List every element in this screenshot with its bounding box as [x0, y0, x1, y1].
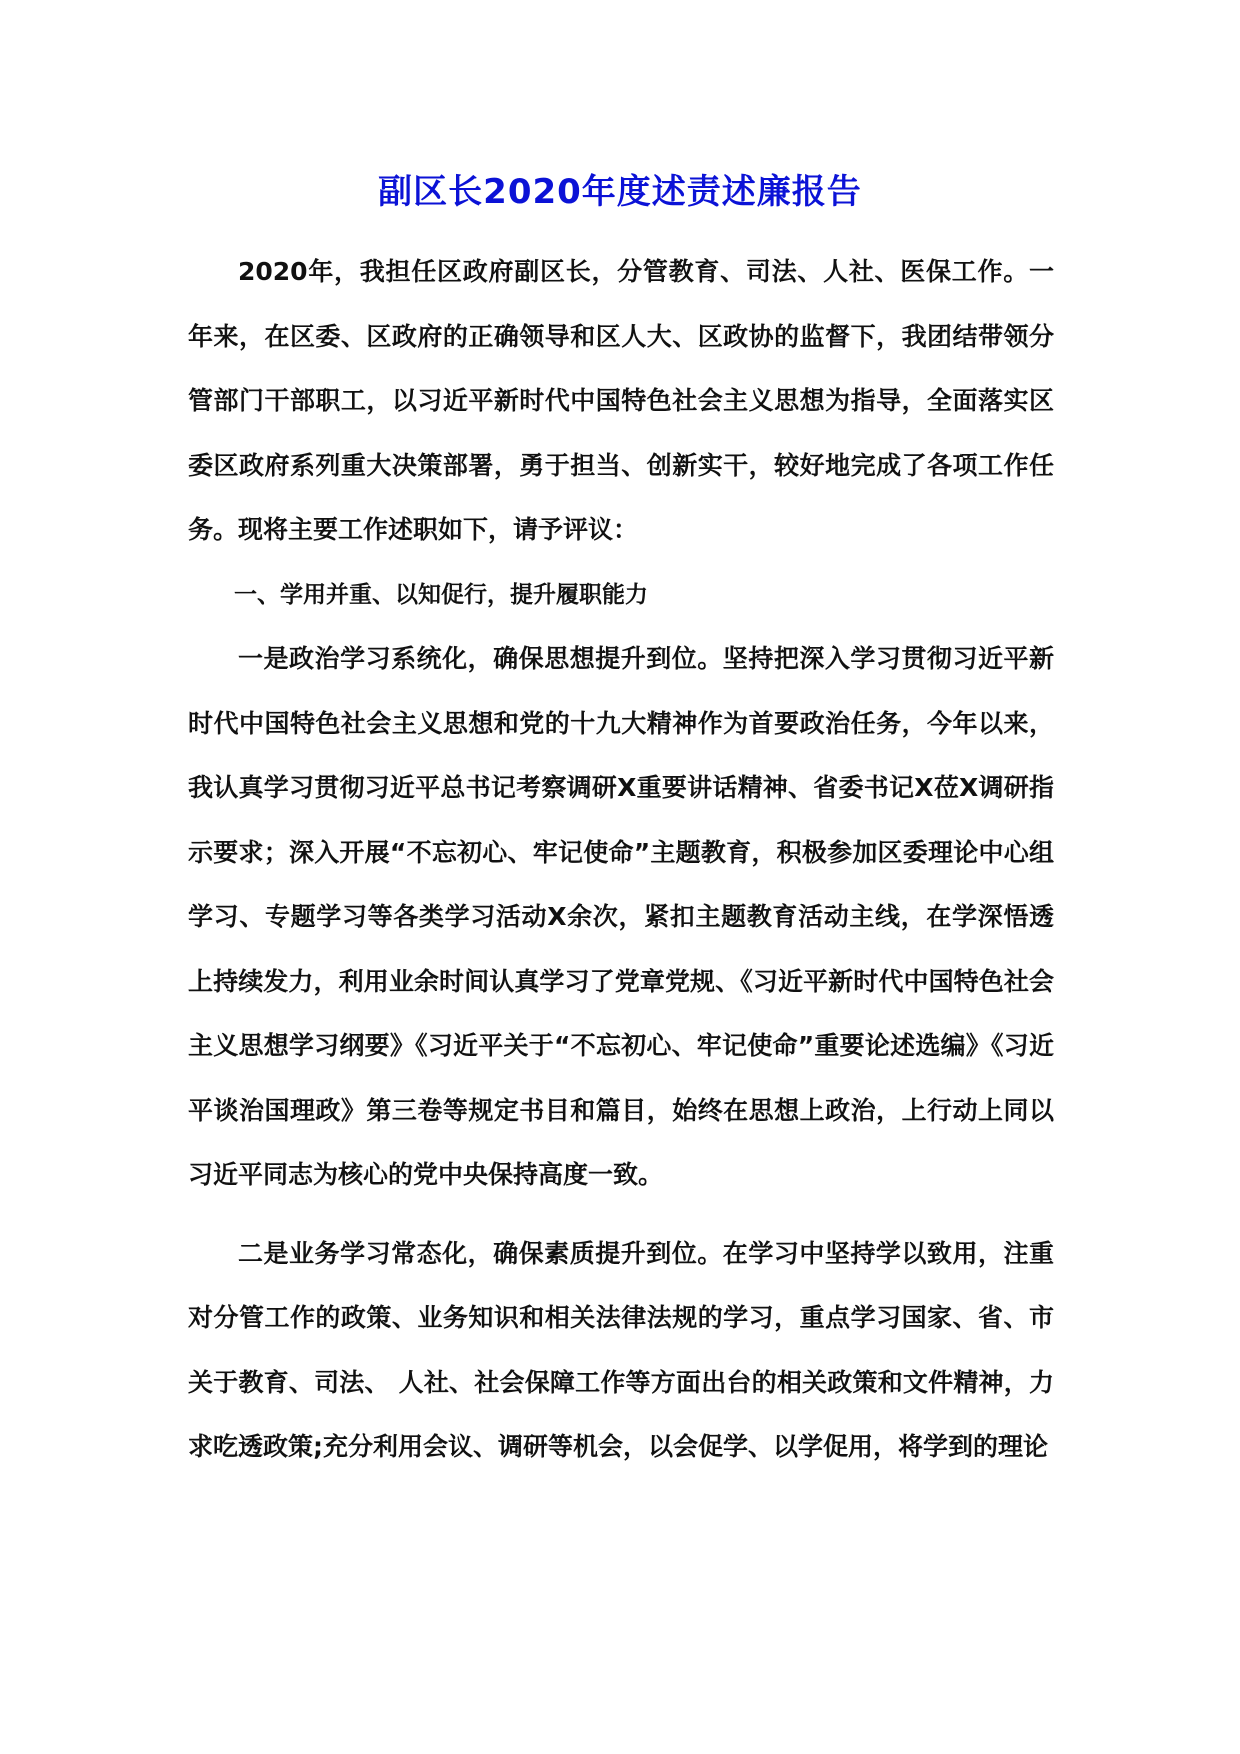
section-heading-1: 一、学用并重、以知促行，提升履职能力: [234, 581, 648, 608]
paragraph-business-study: 二是业务学习常态化，确保素质提升到位。在学习中坚持学以致用，注重对分管工作的政策、业务知识和相关法律法规的学习，重点学习国家、省、市关于教育、司法、 人社、社会保障工作等方面出台的相关政策和文件精神，力求吃透政策;充分利用会议、调研等机会，以会促学、以学促用，将学到的理论: [188, 1238, 1054, 1461]
document-title: 副区长2020年度述责述廉报告: [378, 172, 862, 212]
paragraph-intro: 2020年，我担任区政府副区长，分管教育、司法、人社、医保工作。一年来，在区委、区政府的正确领导和区人大、区政协的监督下，我团结带领分管部门干部职工，以习近平新时代中国特色社会主义思想为指导，全面落实区委区政府系列重大决策部署，勇于担当、创新实干，较好地完成了各项工作任务。现将主要工作述职如下，请予评议：: [188, 257, 1054, 544]
document-body: [188, 240, 1054, 1480]
paragraph-political-study: 一是政治学习系统化，确保思想提升到位。坚持把深入学习贯彻习近平新时代中国特色社会主义思想和党的十九大精神作为首要政治任务，今年以来，我认真学习贯彻习近平总书记考察调研X重要讲话精神、省委书记X莅X调研指示要求；深入开展“不忘初心、牢记使命”主题教育，积极参加区委理论中心组学习、专题学习等各类学习活动X余次，紧扣主题教育活动主线，在学深悟透上持续发力，利用业余时间认真学习了党章党规、《习近平新时代中国特色社会主义思想学习纲要》《习近平关于“不忘初心、牢记使命”重要论述选编》《习近平谈治国理政》第三卷等规定书目和篇目，始终在思想上政治，上行动上同以习近平同志为核心的党中央保持高度一致。: [188, 644, 1054, 1189]
